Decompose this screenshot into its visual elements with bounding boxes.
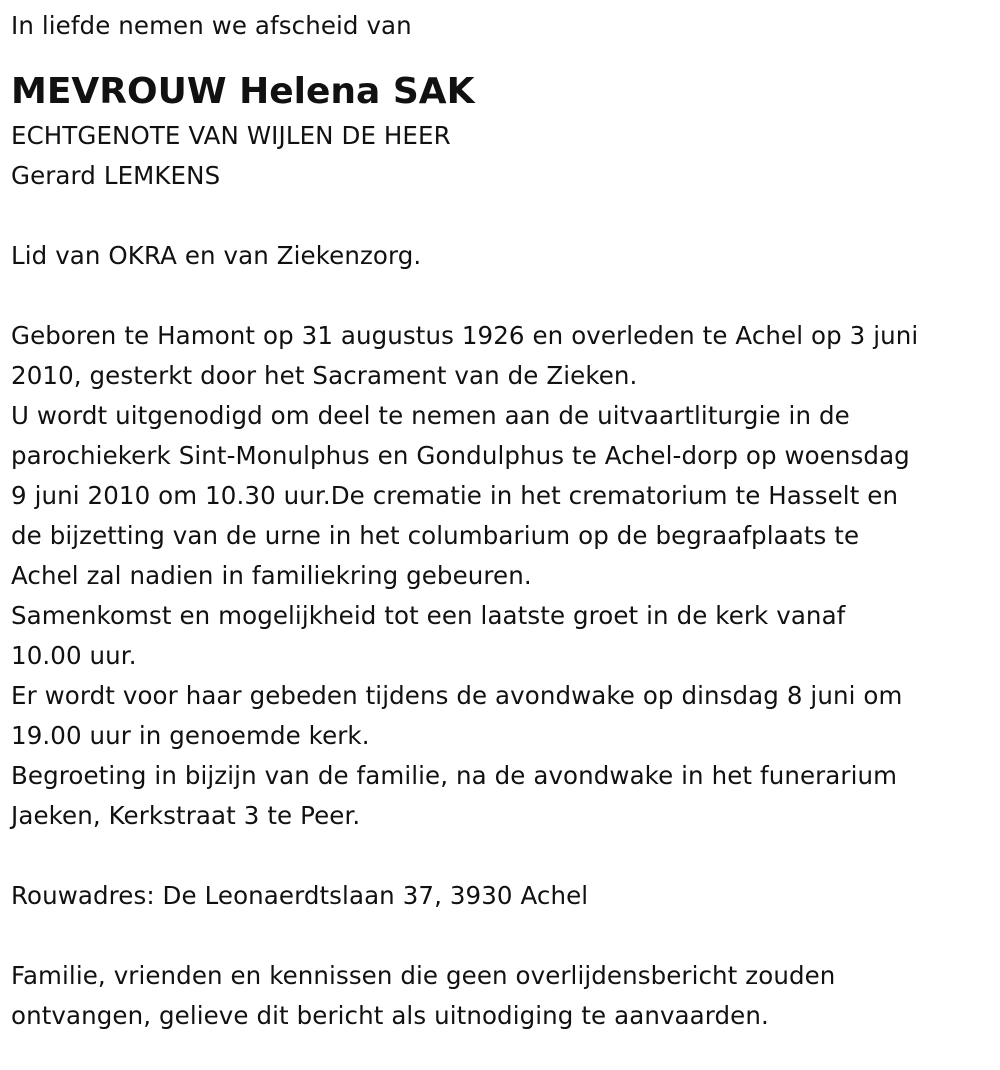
details-line: U wordt uitgenodigd om deel te nemen aan de uitvaartliturgie in de (11, 401, 850, 430)
details-line: Begroeting in bijzijn van de familie, na de avondwake in het funerarium (11, 761, 898, 790)
details-line: Samenkomst en mogelijkheid tot een laatste groet in de kerk vanaf (11, 601, 846, 630)
closing-line: Familie, vrienden en kennissen die geen overlijdensbericht zouden (11, 961, 836, 990)
membership-text: Lid van OKRA en van Ziekenzorg. (11, 241, 422, 270)
details-block (11, 316, 1000, 836)
details-line: 10.00 uur. (11, 641, 137, 670)
details-line: 9 juni 2010 om 10.30 uur.De crematie in het crematorium te Hasselt en (11, 481, 899, 510)
details-line: Achel zal nadien in familiekring gebeuren. (11, 561, 532, 590)
details-line: 19.00 uur in genoemde kerk. (11, 721, 370, 750)
details-line: parochiekerk Sint-Monulphus en Gondulphus te Achel-dorp op woensdag (11, 441, 910, 470)
spouse-title: ECHTGENOTE VAN WIJLEN DE HEER (11, 121, 451, 150)
intro-text: In liefde nemen we afscheid van (11, 11, 412, 40)
deceased-name: MEVROUW Helena SAK (11, 71, 475, 112)
closing-block (11, 956, 1000, 1036)
spacer (11, 196, 1000, 236)
spouse-name: Gerard LEMKENS (11, 161, 221, 190)
details-line: de bijzetting van de urne in het columbarium op de begraafplaats te (11, 521, 860, 550)
closing-line: ontvangen, gelieve dit bericht als uitnodiging te aanvaarden. (11, 1001, 769, 1030)
spacer (11, 916, 1000, 956)
mourning-address: Rouwadres: De Leonaerdtslaan 37, 3930 Achel (11, 881, 589, 910)
spacer (11, 836, 1000, 876)
details-line: Jaeken, Kerkstraat 3 te Peer. (11, 801, 361, 830)
details-line: Geboren te Hamont op 31 augustus 1926 en overleden te Achel op 3 juni (11, 321, 919, 350)
details-line: Er wordt voor haar gebeden tijdens de avondwake op dinsdag 8 juni om (11, 681, 903, 710)
details-line: 2010, gesterkt door het Sacrament van de Zieken. (11, 361, 638, 390)
spacer (11, 276, 1000, 316)
